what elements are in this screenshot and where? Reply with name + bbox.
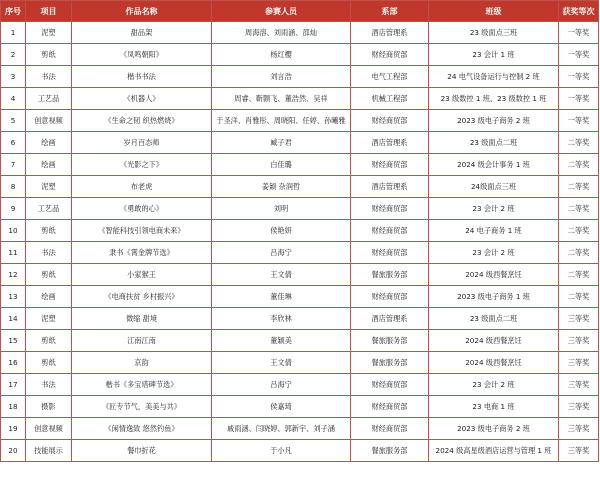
work-title-cell: 甜品架	[72, 22, 212, 44]
award-level-cell: 二等奖	[559, 220, 599, 242]
work-title-cell: 《生命之韧 织热燃烧》	[72, 110, 212, 132]
department-cell: 财经商贸部	[351, 154, 429, 176]
awards-table-body	[1, 22, 599, 462]
class-cell: 23 会计 2 班	[429, 242, 559, 264]
class-cell: 2024 级高星级酒店运营与管理 1 班	[429, 440, 559, 462]
participants-cell: 吕海宁	[212, 374, 351, 396]
class-cell: 2024 级会计事务 1 班	[429, 154, 559, 176]
work-title-cell: 小家猴王	[72, 264, 212, 286]
department-cell: 财经商贸部	[351, 110, 429, 132]
table-row	[1, 44, 599, 66]
category-cell: 剪纸	[26, 44, 72, 66]
class-cell: 2024 级西餐烹饪	[429, 330, 559, 352]
index-cell: 5	[1, 110, 26, 132]
index-cell: 12	[1, 264, 26, 286]
index-cell: 1	[1, 22, 26, 44]
class-cell: 23 会计 1 班	[429, 44, 559, 66]
category-cell: 创意视频	[26, 418, 72, 440]
category-cell: 剪纸	[26, 264, 72, 286]
index-cell: 20	[1, 440, 26, 462]
category-cell: 书法	[26, 242, 72, 264]
department-cell: 餐旅服务部	[351, 264, 429, 286]
table-row	[1, 132, 599, 154]
index-cell: 10	[1, 220, 26, 242]
department-cell: 餐旅服务部	[351, 330, 429, 352]
header-row	[1, 1, 599, 22]
index-cell: 16	[1, 352, 26, 374]
department-cell: 财经商贸部	[351, 220, 429, 242]
department-cell: 财经商贸部	[351, 396, 429, 418]
index-cell: 7	[1, 154, 26, 176]
work-title-cell: 《光影之下》	[72, 154, 212, 176]
table-row	[1, 352, 599, 374]
header-department: 系部	[351, 1, 429, 22]
participants-cell: 刘言浩	[212, 66, 351, 88]
award-level-cell: 三等奖	[559, 418, 599, 440]
award-level-cell: 二等奖	[559, 154, 599, 176]
work-title-cell: 《匠专节气，美美与共》	[72, 396, 212, 418]
category-cell: 书法	[26, 66, 72, 88]
category-cell: 书法	[26, 374, 72, 396]
table-row	[1, 198, 599, 220]
class-cell: 23 级数控 1 班、23 级数控 1 班	[429, 88, 559, 110]
work-title-cell: 《闲情逸致 悠然钓鱼》	[72, 418, 212, 440]
award-level-cell: 一等奖	[559, 88, 599, 110]
class-cell: 23 会计 2 班	[429, 198, 559, 220]
award-level-cell: 三等奖	[559, 330, 599, 352]
table-row	[1, 418, 599, 440]
category-cell: 剪纸	[26, 352, 72, 374]
class-cell: 23 会计 2 班	[429, 374, 559, 396]
header-participants: 参赛人员	[212, 1, 351, 22]
category-cell: 技能展示	[26, 440, 72, 462]
category-cell: 摄影	[26, 396, 72, 418]
participants-cell: 杨红樱	[212, 44, 351, 66]
award-level-cell: 一等奖	[559, 22, 599, 44]
award-level-cell: 三等奖	[559, 396, 599, 418]
class-cell: 2024 级西餐烹饪	[429, 264, 559, 286]
award-level-cell: 一等奖	[559, 110, 599, 132]
index-cell: 2	[1, 44, 26, 66]
index-cell: 14	[1, 308, 26, 330]
table-row	[1, 264, 599, 286]
participants-cell: 王文倩	[212, 264, 351, 286]
department-cell: 财经商贸部	[351, 374, 429, 396]
class-cell: 2023 级电子商务 2 班	[429, 418, 559, 440]
participants-cell: 王文倩	[212, 352, 351, 374]
table-row	[1, 330, 599, 352]
header-class: 班级	[429, 1, 559, 22]
department-cell: 财经商贸部	[351, 242, 429, 264]
class-cell: 23 级面点二班	[429, 308, 559, 330]
department-cell: 酒店管理系	[351, 308, 429, 330]
department-cell: 酒店管理系	[351, 22, 429, 44]
participants-cell: 侯艳妍	[212, 220, 351, 242]
table-row	[1, 286, 599, 308]
class-cell: 24 电气设备运行与控制 2 班	[429, 66, 559, 88]
table-row	[1, 440, 599, 462]
index-cell: 9	[1, 198, 26, 220]
department-cell: 酒店管理系	[351, 176, 429, 198]
participants-cell: 李欣林	[212, 308, 351, 330]
class-cell: 2023 级电子商务 1 班	[429, 286, 559, 308]
award-level-cell: 二等奖	[559, 198, 599, 220]
work-title-cell: 楷书书法	[72, 66, 212, 88]
participants-cell: 戚雨涵、闫晓婷、郭新宇、刘子涵	[212, 418, 351, 440]
work-title-cell: 岁月百态师	[72, 132, 212, 154]
work-title-cell: 《机器人》	[72, 88, 212, 110]
work-title-cell: 《勇敢的心》	[72, 198, 212, 220]
participants-cell: 于圣洋、肖雅彤、周晓阳、任婷、孙曦雅	[212, 110, 351, 132]
department-cell: 财经商贸部	[351, 198, 429, 220]
award-level-cell: 二等奖	[559, 286, 599, 308]
work-title-cell: 《电商扶贫 乡村振兴》	[72, 286, 212, 308]
index-cell: 17	[1, 374, 26, 396]
index-cell: 15	[1, 330, 26, 352]
participants-cell: 吕海宁	[212, 242, 351, 264]
index-cell: 6	[1, 132, 26, 154]
category-cell: 工艺品	[26, 198, 72, 220]
class-cell: 23 电商 1 班	[429, 396, 559, 418]
class-cell: 23 级面点三班	[429, 22, 559, 44]
participants-cell: 董佳琳	[212, 286, 351, 308]
header-award-level: 获奖等次	[559, 1, 599, 22]
work-title-cell: 餐巾折花	[72, 440, 212, 462]
index-cell: 19	[1, 418, 26, 440]
class-cell: 2024 级西餐烹饪	[429, 352, 559, 374]
table-row	[1, 396, 599, 418]
index-cell: 3	[1, 66, 26, 88]
table-row	[1, 242, 599, 264]
category-cell: 创意视频	[26, 110, 72, 132]
department-cell: 酒店管理系	[351, 132, 429, 154]
participants-cell: 白佳璐	[212, 154, 351, 176]
participants-cell: 臧子君	[212, 132, 351, 154]
header-work-title: 作品名称	[72, 1, 212, 22]
table-row	[1, 374, 599, 396]
work-title-cell: 微缩 甜境	[72, 308, 212, 330]
work-title-cell: 楷书《多宝塔碑节选》	[72, 374, 212, 396]
index-cell: 8	[1, 176, 26, 198]
award-level-cell: 三等奖	[559, 352, 599, 374]
award-level-cell: 二等奖	[559, 242, 599, 264]
department-cell: 电气工程部	[351, 66, 429, 88]
category-cell: 泥塑	[26, 22, 72, 44]
award-level-cell: 三等奖	[559, 308, 599, 330]
department-cell: 财经商贸部	[351, 418, 429, 440]
index-cell: 11	[1, 242, 26, 264]
category-cell: 剪纸	[26, 220, 72, 242]
category-cell: 绘画	[26, 154, 72, 176]
category-cell: 工艺品	[26, 88, 72, 110]
class-cell: 24 电子商务 1 班	[429, 220, 559, 242]
index-cell: 4	[1, 88, 26, 110]
class-cell: 2023 级电子商务 2 班	[429, 110, 559, 132]
participants-cell: 刘明	[212, 198, 351, 220]
participants-cell: 董颖美	[212, 330, 351, 352]
participants-cell: 姜颖 杂润哲	[212, 176, 351, 198]
participants-cell: 侯嘉琦	[212, 396, 351, 418]
work-title-cell: 京韵	[72, 352, 212, 374]
class-cell: 23 级面点二班	[429, 132, 559, 154]
department-cell: 财经商贸部	[351, 44, 429, 66]
table-row	[1, 88, 599, 110]
table-row	[1, 176, 599, 198]
work-title-cell: 布老虎	[72, 176, 212, 198]
department-cell: 财经商贸部	[351, 286, 429, 308]
award-level-cell: 二等奖	[559, 176, 599, 198]
department-cell: 机械工程部	[351, 88, 429, 110]
class-cell: 24级面点三班	[429, 176, 559, 198]
department-cell: 餐旅服务部	[351, 352, 429, 374]
header-category: 项目	[26, 1, 72, 22]
category-cell: 泥塑	[26, 308, 72, 330]
award-level-cell: 三等奖	[559, 374, 599, 396]
department-cell: 餐旅服务部	[351, 440, 429, 462]
header-index: 序号	[1, 1, 26, 22]
category-cell: 剪纸	[26, 330, 72, 352]
award-level-cell: 一等奖	[559, 44, 599, 66]
work-title-cell: 《凤鸣朝阳》	[72, 44, 212, 66]
category-cell: 绘画	[26, 286, 72, 308]
index-cell: 13	[1, 286, 26, 308]
table-row	[1, 66, 599, 88]
table-row	[1, 22, 599, 44]
participants-cell: 周睿、靳颢飞、董浩然、吴祥	[212, 88, 351, 110]
category-cell: 绘画	[26, 132, 72, 154]
participants-cell: 于小凡	[212, 440, 351, 462]
award-level-cell: 二等奖	[559, 264, 599, 286]
work-title-cell: 《智能科技引领电商未来》	[72, 220, 212, 242]
participants-cell: 周海溶、刘雨涵、邵灿	[212, 22, 351, 44]
award-level-cell: 二等奖	[559, 132, 599, 154]
table-row	[1, 220, 599, 242]
table-row	[1, 308, 599, 330]
index-cell: 18	[1, 396, 26, 418]
work-title-cell: 隶书《霄金牌节选》	[72, 242, 212, 264]
award-level-cell: 三等奖	[559, 440, 599, 462]
table-row	[1, 154, 599, 176]
award-level-cell: 一等奖	[559, 66, 599, 88]
table-row	[1, 110, 599, 132]
work-title-cell: 江南江南	[72, 330, 212, 352]
category-cell: 泥塑	[26, 176, 72, 198]
